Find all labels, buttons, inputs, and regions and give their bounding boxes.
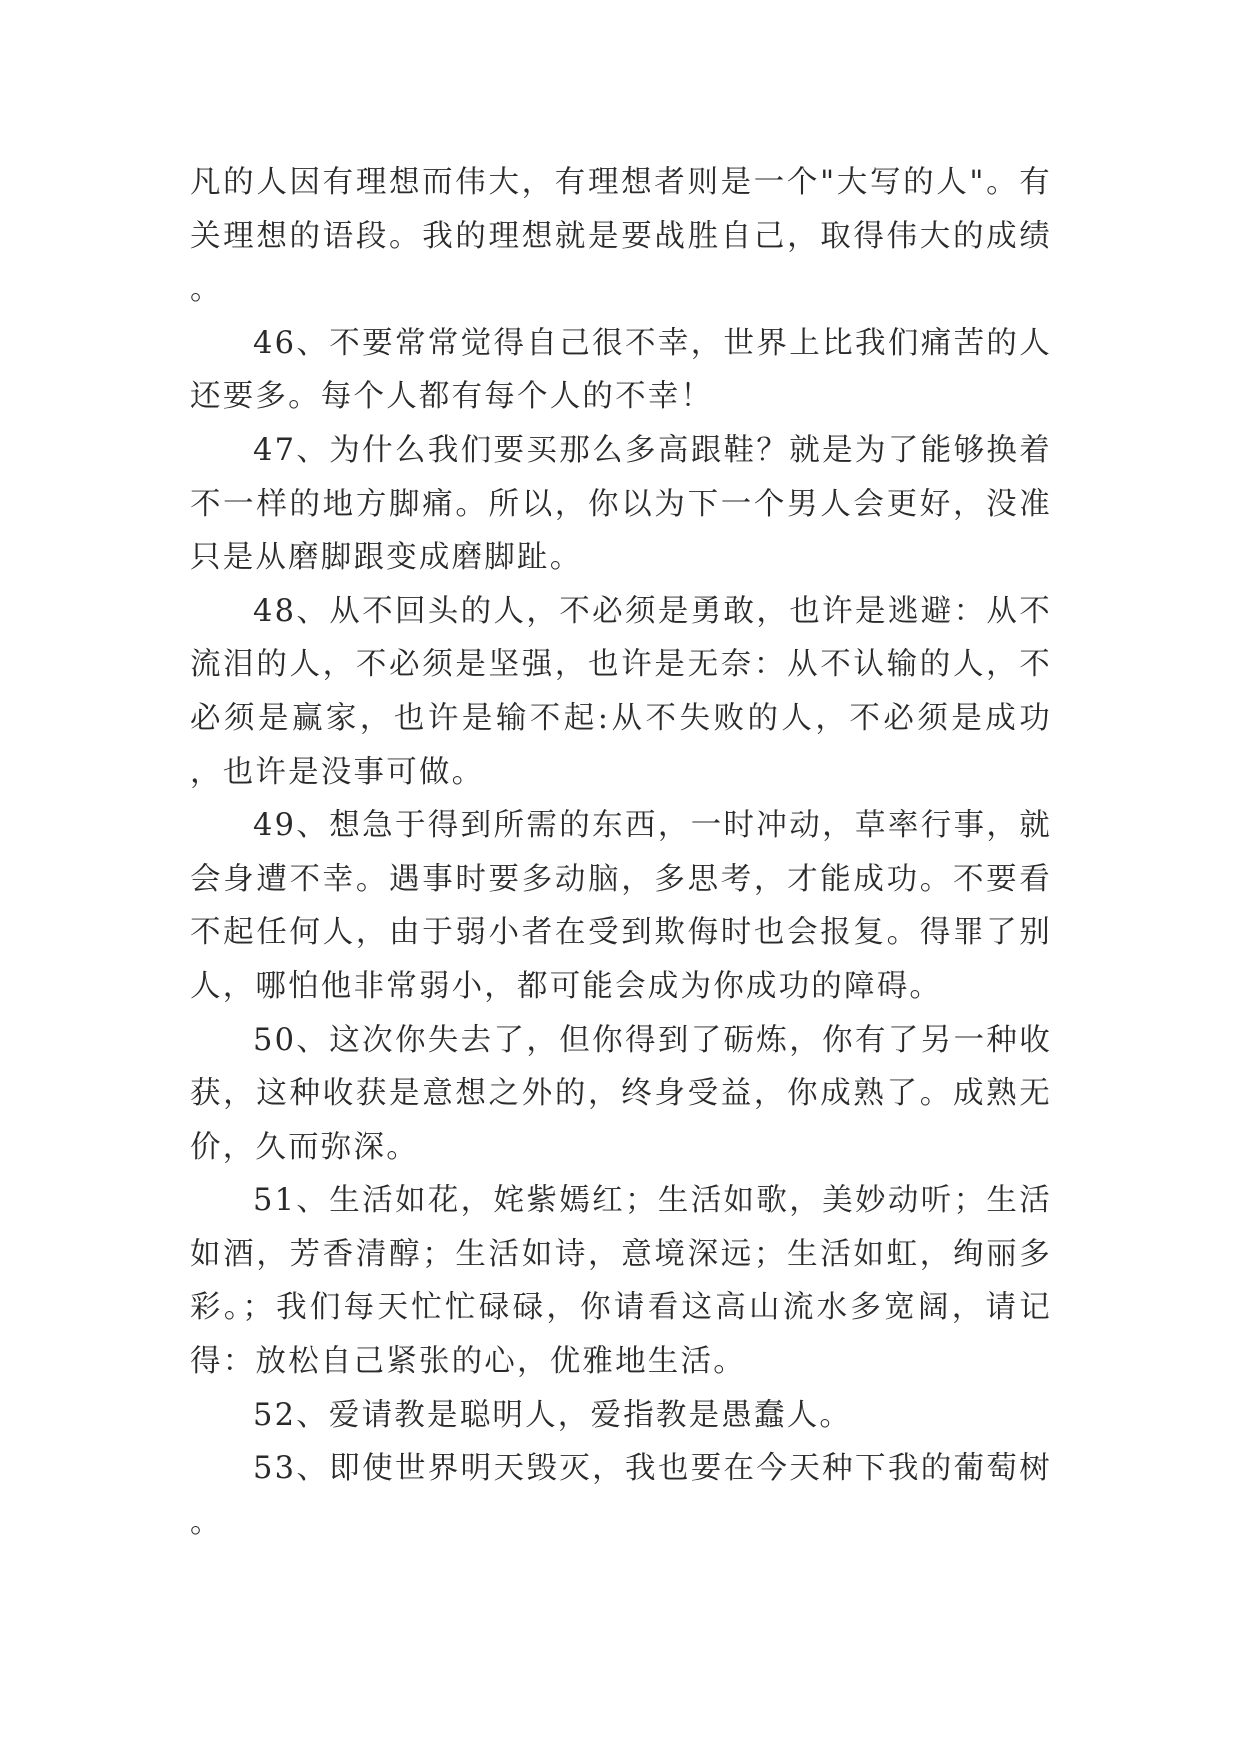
- paragraph-continuation: 凡的人因有理想而伟大，有理想者则是一个"大写的人"。有关理想的语段。我的理想就是要战胜自己，取得伟大的成绩。: [190, 165, 1052, 308]
- paragraph-48: 48、从不回头的人，不必须是勇敢，也许是逃避：从不流泪的人，不必须是坚强，也许是无奈：从不认输的人，不必须是赢家，也许是输不起:从不失败的人，不必须是成功，也许是没事可做。: [190, 593, 1052, 790]
- paragraph-47: 47、为什么我们要买那么多高跟鞋？就是为了能够换着不一样的地方脚痛。所以，你以为下一个男人会更好，没准只是从磨脚跟变成磨脚趾。: [190, 432, 1052, 576]
- paragraph-53: 53、即使世界明天毁灭，我也要在今天种下我的葡萄树。: [190, 1451, 1052, 1540]
- paragraph-50: 50、这次你失去了，但你得到了砺炼，你有了另一种收获，这种收获是意想之外的，终身受益，你成熟了。成熟无价，久而弥深。: [190, 1022, 1052, 1165]
- document-body: [190, 156, 1052, 1549]
- paragraph-49: 49、想急于得到所需的东西，一时冲动，草率行事，就会身遭不幸。遇事时要多动脑，多思考，才能成功。不要看不起任何人，由于弱小者在受到欺侮时也会报复。得罪了别人，哪怕他非常弱小，都可能会成为你成功的障碍。: [190, 808, 1052, 1004]
- paragraph-52: 52、爱请教是聪明人，爱指教是愚蠢人。: [253, 1397, 853, 1433]
- paragraph-51: 51、生活如花，姹紫嫣红；生活如歌，美妙动听；生活如酒，芳香清醇；生活如诗，意境深远；生活如虹，绚丽多彩。；我们每天忙忙碌碌，你请看这高山流水多宽阔，请记得：放松自己紧张的心，优雅地生活。: [190, 1183, 1052, 1380]
- paragraph-46: 46、不要常常觉得自己很不幸，世界上比我们痛苦的人还要多。每个人都有每个人的不幸！: [190, 325, 1052, 415]
